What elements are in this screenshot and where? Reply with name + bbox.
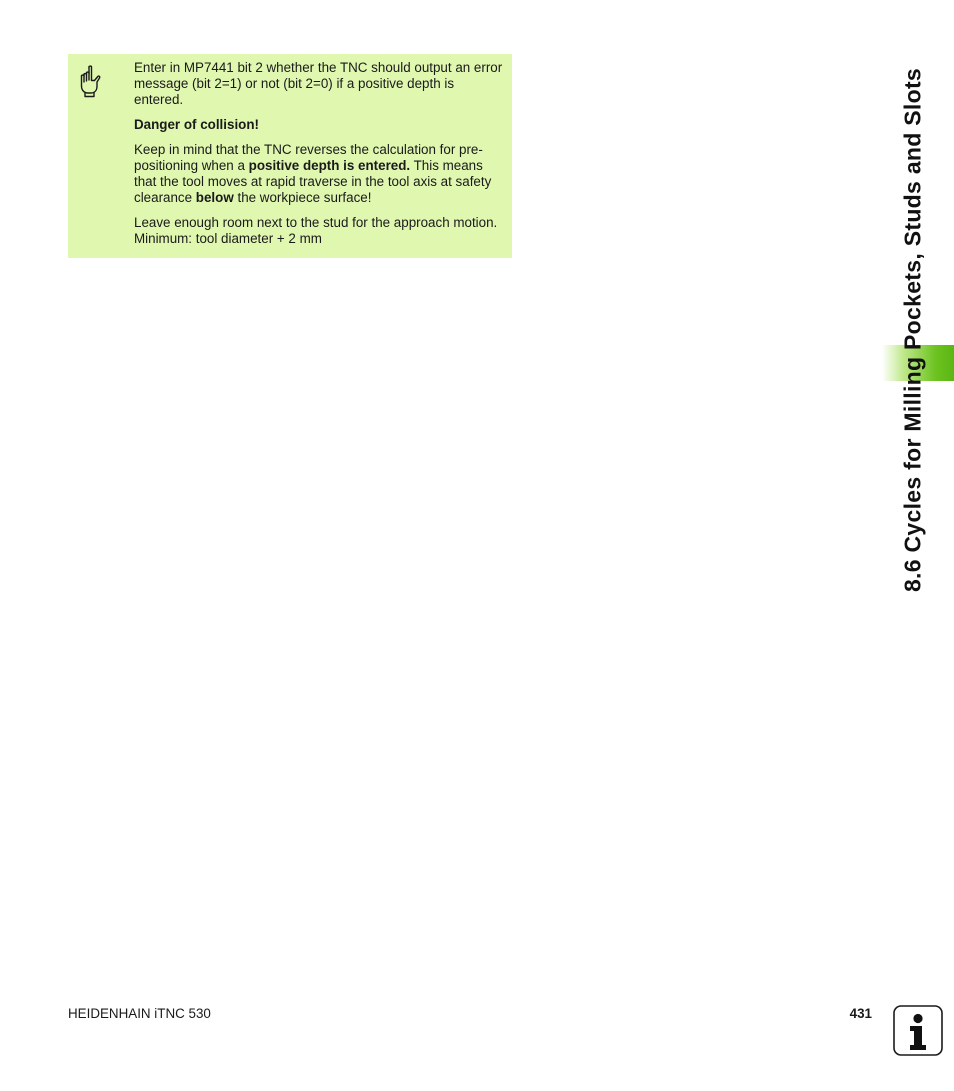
collision-bold-positive-depth: positive depth is entered.: [248, 158, 411, 173]
side-title-container: [893, 40, 933, 620]
collision-text-a: Keep in mind that the TNC reverses the calculation for pre-positioning when a: [134, 142, 483, 173]
collision-text-c: the workpiece surface!: [233, 190, 372, 205]
note-paragraph-approach: Leave enough room next to the stud for the approach motion. Minimum: tool diameter + 2 mm: [134, 215, 498, 246]
collision-text-b: This means that the tool moves at rapid traverse in the tool axis at safety clearance: [134, 158, 492, 205]
section-title: 8.6 Cycles for Milling Pockets, Studs and Slots: [899, 67, 926, 593]
info-icon: [893, 1005, 943, 1056]
danger-heading-text: Danger of collision!: [134, 117, 259, 132]
danger-heading: [134, 117, 506, 133]
collision-bold-below: below: [195, 190, 234, 205]
note-box: [68, 54, 512, 258]
note-paragraph-error-message: Enter in MP7441 bit 2 whether the TNC should output an error message (bit 2=1) or not (bit 2=0) if a positive depth is entered.: [134, 60, 503, 107]
page-number: 431: [849, 1006, 872, 1021]
note-paragraph-collision: [134, 142, 506, 206]
pointing-hand-icon: [76, 64, 102, 98]
note-text: [134, 60, 506, 256]
footer-product-name: HEIDENHAIN iTNC 530: [68, 1006, 211, 1021]
